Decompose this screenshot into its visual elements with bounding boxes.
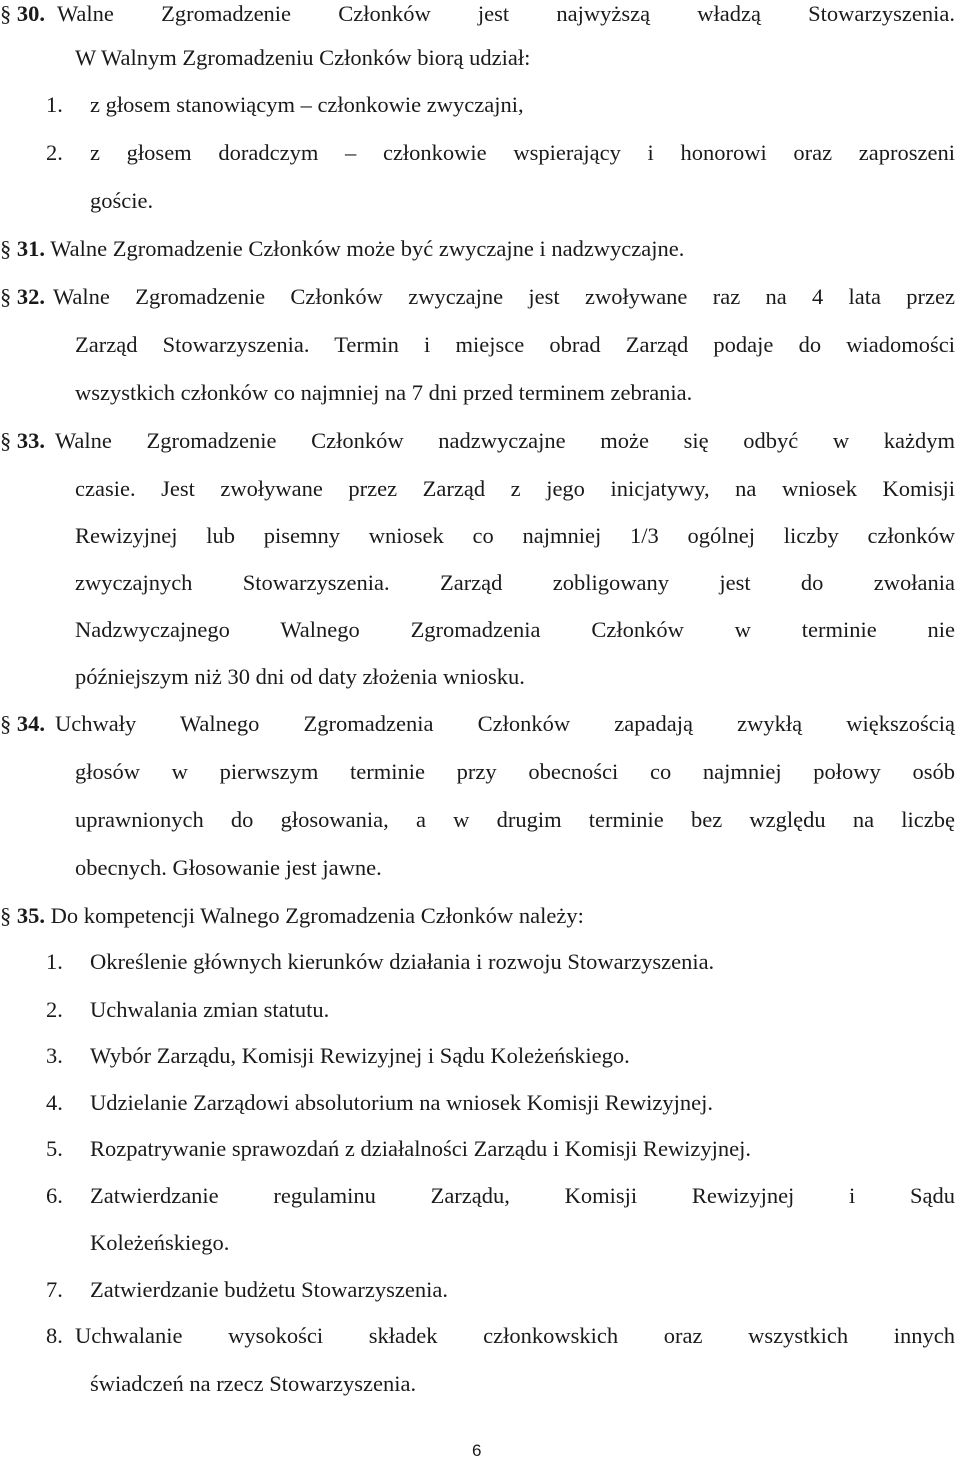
paragraph-32-line-2: Zarząd Stowarzyszenia. Termin i miejsce obrad Zarząd podaje do wiadomości: [75, 332, 955, 357]
paragraph-30-line-1: [0, 0, 955, 29]
list-item-number: 8.: [46, 1323, 63, 1348]
list-item-text: z głosem doradczym – członkowie wspierający i honorowi oraz zaproszeni: [90, 140, 955, 165]
paragraph-number: 35.: [16, 903, 45, 928]
list-item-text: Udzielanie Zarządowi absolutorium na wniosek Komisji Rewizyjnej.: [90, 1090, 713, 1115]
list-item-text: z głosem stanowiącym – członkowie zwyczajni,: [90, 92, 524, 117]
section-mark: §: [0, 903, 12, 928]
paragraph-31: [0, 234, 684, 264]
paragraph-32-line-1: [0, 282, 955, 312]
paragraph-30-line-2: W Walnym Zgromadzeniu Członków biorą udział:: [75, 45, 531, 70]
list-item-number: 2.: [46, 140, 63, 165]
list-item-continuation: Koleżeńskiego.: [90, 1230, 230, 1255]
list-item-text: Określenie głównych kierunków działania i rozwoju Stowarzyszenia.: [90, 949, 715, 974]
list-item-continuation: goście.: [90, 188, 154, 213]
list-item-number: 1.: [46, 949, 63, 974]
paragraph-number: 32.: [16, 284, 45, 309]
list-item-number: 1.: [46, 92, 63, 117]
paragraph-text: Walne Zgromadzenie Członków nadzwyczajne może się odbyć w każdym: [55, 428, 955, 453]
paragraph-33-line-3: Rewizyjnej lub pisemny wniosek co najmniej 1/3 ogólnej liczby członków: [75, 523, 955, 548]
paragraph-number: 30.: [16, 1, 45, 26]
paragraph-text: Do kompetencji Walnego Zgromadzenia Członków należy:: [50, 903, 584, 928]
list-item-text: Wybór Zarządu, Komisji Rewizyjnej i Sądu Koleżeńskiego.: [90, 1043, 630, 1068]
page-number: 6: [472, 1441, 482, 1460]
list-item-continuation: świadczeń na rzecz Stowarzyszenia.: [90, 1371, 417, 1396]
paragraph-33-line-5: Nadzwyczajnego Walnego Zgromadzenia Członków w terminie nie: [75, 617, 955, 642]
list-item-number: 4.: [46, 1090, 63, 1115]
section-mark: §: [0, 711, 12, 736]
paragraph-33-line-4: zwyczajnych Stowarzyszenia. Zarząd zobligowany jest do zwołania: [75, 570, 955, 595]
paragraph-35-intro: [0, 901, 584, 931]
list-item-number: 6.: [46, 1183, 63, 1208]
list-item-text: Uchwalania zmian statutu.: [90, 997, 330, 1022]
section-mark: §: [0, 236, 12, 261]
paragraph-text: Uchwały Walnego Zgromadzenia Członków zapadają zwykłą większością: [55, 711, 955, 736]
paragraph-number: 33.: [16, 428, 45, 453]
list-item-number: 2.: [46, 997, 63, 1022]
paragraph-text: Walne Zgromadzenie Członków może być zwyczajne i nadzwyczajne.: [50, 236, 685, 261]
list-item-text: Zatwierdzanie budżetu Stowarzyszenia.: [90, 1277, 448, 1302]
paragraph-number: 34.: [16, 711, 45, 736]
list-item-number: 3.: [46, 1043, 63, 1068]
list-item-text: Rozpatrywanie sprawozdań z działalności Zarządu i Komisji Rewizyjnej.: [90, 1136, 752, 1161]
paragraph-33-line-1: [0, 426, 955, 456]
paragraph-text: Walne Zgromadzenie Członków zwyczajne jest zwoływane raz na 4 lata przez: [53, 284, 955, 309]
paragraph-text: Walne Zgromadzenie Członków jest najwyższą władzą Stowarzyszenia.: [57, 1, 955, 26]
paragraph-34-line-2: głosów w pierwszym terminie przy obecności co najmniej połowy osób: [75, 759, 955, 784]
list-item-text: Uchwalanie wysokości składek członkowskich oraz wszystkich innych: [75, 1323, 955, 1348]
paragraph-33-line-6: późniejszym niż 30 dni od daty złożenia wniosku.: [75, 664, 525, 689]
list-item-text: Zatwierdzanie regulaminu Zarządu, Komisji Rewizyjnej i Sądu: [90, 1183, 955, 1208]
paragraph-33-line-2: czasie. Jest zwoływane przez Zarząd z jego inicjatywy, na wniosek Komisji: [75, 476, 955, 501]
list-item-number: 7.: [46, 1277, 63, 1302]
paragraph-number: 31.: [16, 236, 45, 261]
paragraph-34-line-3: uprawnionych do głosowania, a w drugim terminie bez względu na liczbę: [75, 807, 955, 832]
list-item-number: 5.: [46, 1136, 63, 1161]
section-mark: §: [0, 428, 12, 453]
paragraph-34-line-1: [0, 709, 955, 739]
section-mark: §: [0, 284, 12, 309]
paragraph-32-line-3: wszystkich członków co najmniej na 7 dni przed terminem zebrania.: [75, 380, 693, 405]
section-mark: §: [0, 1, 12, 26]
paragraph-34-line-4: obecnych. Głosowanie jest jawne.: [75, 855, 382, 880]
